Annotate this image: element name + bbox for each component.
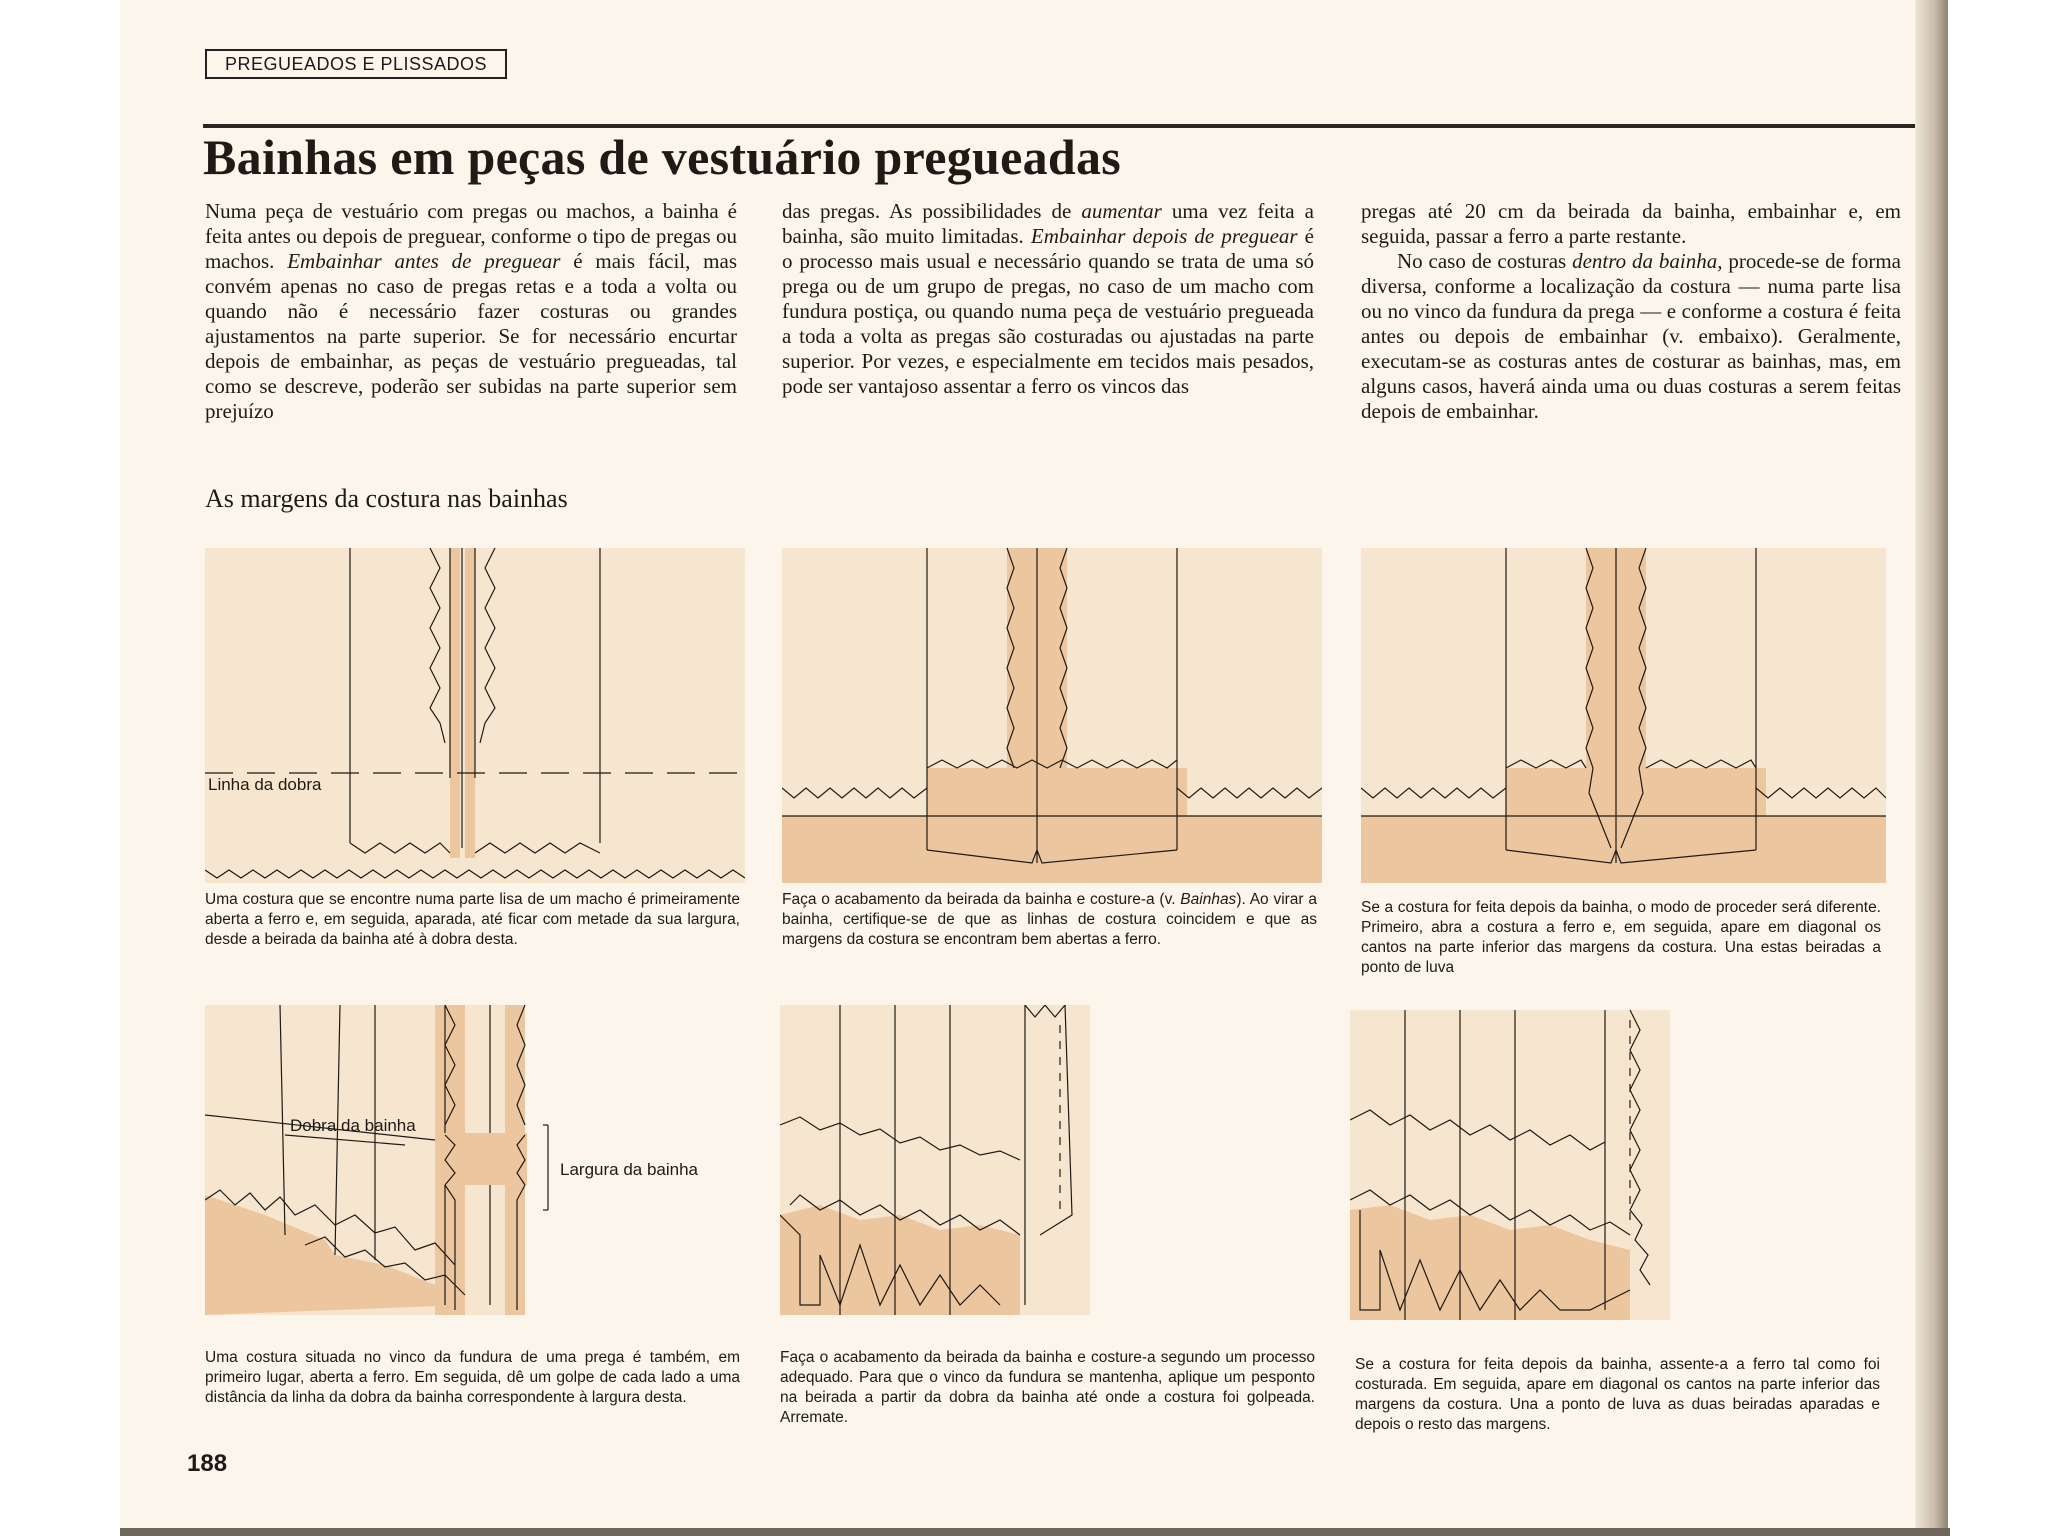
caption-figure-2-emphasis: Bainhas: [1180, 891, 1237, 908]
col1-emphasis: Embainhar antes de preguear: [287, 249, 561, 273]
figure-1-illustration: [205, 548, 745, 883]
caption-figure-2: [782, 890, 1317, 950]
caption-figure-4: Uma costura situada no vinco da fundura de uma prega é também, em primeiro lugar, aberta a ferro. Em seguida, dê um golpe de cada lado a uma distância da linha da dobra da bainha correspondente à largura desta.: [205, 1349, 740, 1406]
fig1-fold-label: Linha da dobra: [208, 775, 322, 794]
figure-6-illustration: [1350, 1010, 1680, 1320]
page-number: 188: [187, 1450, 228, 1477]
caption-figure-5: Faça o acabamento da beirada da bainha e costure-a segundo um processo adequado. Para que o vinco da fundura se mantenha, aplique um pesponto na beirada a partir da dobra da bainha até onde a costura foi golpeada. Arremate.: [780, 1349, 1315, 1426]
caption-figure-6: Se a costura for feita depois da bainha, assente-a a ferro tal como foi costurada. Em seguida, apare em diagonal os cantos na parte inferior das margens da costura. Una a ponto de luva as duas beiradas aparadas e depois o resto das margens.: [1355, 1356, 1880, 1433]
col1-text-1: Numa peça de vestuário com pregas ou machos, a bainha é feita antes ou depois de preguear, conforme o tipo de pregas ou machos.: [205, 199, 737, 273]
col3-emphasis: dentro da bainha,: [1572, 249, 1723, 273]
figure-4: [205, 1005, 750, 1315]
caption-figure-1: Uma costura que se encontre numa parte lisa de um macho é primeiramente aberta a ferro e, em seguida, aparada, até ficar com metade da sua largura, desde a beirada da bainha até à dobra desta.: [205, 891, 740, 948]
body-column-3: [1361, 199, 1901, 424]
section-subheading: As margens da costura nas bainhas: [205, 484, 568, 513]
caption-figure-3: Se a costura for feita depois da bainha, o modo de proceder será diferente. Primeiro, abra a costura a ferro e, em seguida, apare em diagonal os cantos na parte inferior das margens da costura. Una estas beiradas a ponto de luva: [1361, 899, 1881, 976]
figure-3: [1361, 548, 1886, 883]
col3-paragraph-1: pregas até 20 cm da beirada da bainha, embainhar e, em seguida, passar a ferro a parte restante.: [1361, 199, 1901, 248]
col2-emphasis-1: aumentar: [1081, 199, 1162, 223]
caption-figure-2-text-2: ). Ao virar a bainha, certifique-se de que as linhas de costura coincidem e que as margens da costura se encontram bem abertas a ferro.: [782, 891, 1317, 948]
col3-text-1: No caso de costuras: [1397, 249, 1573, 273]
col3-paragraph-2: [1361, 249, 1901, 424]
col2-emphasis-2: Embainhar depois de preguear: [1030, 224, 1298, 248]
figure-5: [780, 1005, 1105, 1315]
fig4-width-label: Largura da bainha: [560, 1160, 699, 1179]
body-column-2: [782, 199, 1314, 399]
col2-text-1: das pregas. As possibilidades de: [782, 199, 1082, 223]
book-spine-shadow: [1915, 0, 1948, 1536]
section-tag: PREGUEADOS E PLISSADOS: [205, 49, 507, 79]
figure-1: [205, 548, 745, 883]
figure-2: [782, 548, 1322, 883]
figure-3-illustration: [1361, 548, 1886, 883]
fig4-fold-label: Dobra da bainha: [290, 1116, 416, 1135]
col3-text-2: procede-se de forma diversa, conforme a localização da costura — numa parte lisa ou no vinco da fundura da prega — e conforme a costura é feita antes ou depois de embainhar (v. embaixo). Geralmente, executam-se as costuras antes de costurar as bainhas, mas, em alguns casos, haverá ainda uma ou duas costuras a serem feitas depois de embainhar.: [1361, 249, 1901, 423]
figure-4-illustration: [205, 1005, 750, 1315]
col2-text-3: é o processo mais usual e necessário quando se trata de uma só prega ou de um grupo de pregas, no caso de um macho com fundura postiça, ou quando numa peça de vestuário pregueada a toda a volta as pregas são costuradas ou ajustadas na parte superior. Por vezes, e especialmente em tecidos mais pesados, pode ser vantajoso assentar a ferro os vincos das: [782, 224, 1314, 398]
col1-text-2: é mais fácil, mas convém apenas no caso de pregas retas e a toda a volta ou quando não é necessário fazer costuras ou grandes ajustamentos na parte superior. Se for necessário encurtar depois de embainhar, as peças de vestuário pregueadas, tal como se descreve, poderão ser subidas na parte superior sem prejuízo: [205, 249, 737, 423]
figure-6: [1350, 1010, 1680, 1320]
figure-2-illustration: [782, 548, 1322, 883]
col2-text-2: uma vez feita a bainha, são muito limitadas.: [782, 199, 1315, 248]
body-column-1: [205, 199, 737, 424]
caption-figure-2-text-1: Faça o acabamento da beirada da bainha e costure-a (v.: [782, 891, 1181, 908]
figure-5-illustration: [780, 1005, 1105, 1315]
article-title: Bainhas em peças de vestuário pregueadas: [203, 129, 1122, 185]
page-bottom-edge: [120, 1528, 1950, 1536]
